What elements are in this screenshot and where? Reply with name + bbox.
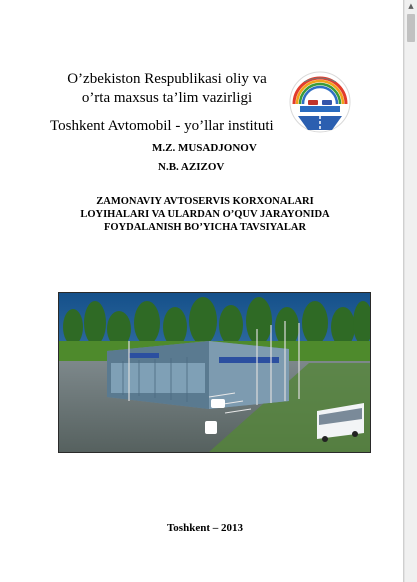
vertical-scrollbar[interactable]: [404, 0, 417, 582]
author-name: M.Z. MUSADJONOV: [152, 142, 257, 154]
author-name: N.B. AZIZOV: [158, 161, 225, 173]
ministry-line-1: O’zbekiston Respublikasi oliy va: [67, 71, 267, 87]
cover-illustration: [58, 292, 371, 453]
title-line-2: LOYIHALARI VA ULARDAN O’QUV JARAYONIDA: [80, 209, 330, 220]
title-line-3: FOYDALANISH BO’YICHA TAVSIYALAR: [103, 222, 307, 233]
institute-emblem-icon: [288, 70, 352, 134]
publication-place-year: Toshkent – 2013: [166, 522, 243, 534]
ministry-line-2: o’rta maxsus ta’lim vazirligi: [81, 90, 253, 106]
scroll-thumb[interactable]: [407, 14, 415, 42]
ministry-name: [52, 70, 282, 108]
title-line-1: ZAMONAVIY AVTOSERVIS KORXONALARI: [96, 196, 314, 207]
institute-name: Toshkent Avtomobil - yo’llar instituti: [50, 118, 274, 134]
document-title: [40, 195, 370, 234]
scroll-up-arrow-icon[interactable]: ▲: [408, 2, 414, 10]
